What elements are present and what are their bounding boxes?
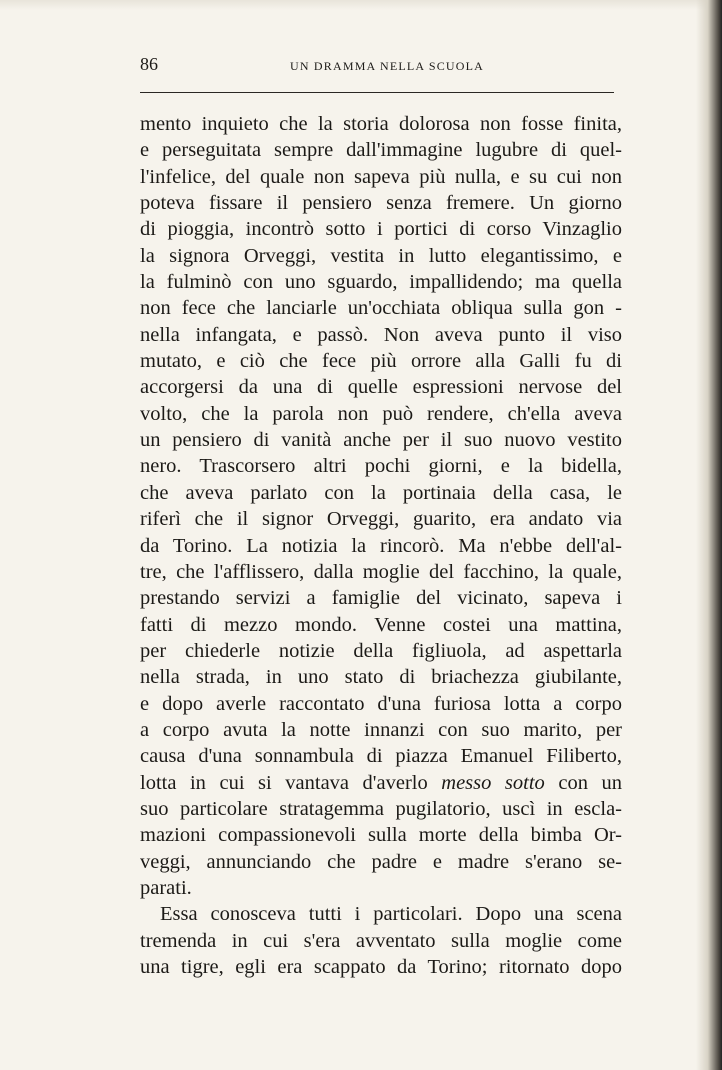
text-line: mutato, e ciò che fece più orrore alla Galli fu di: [140, 350, 622, 373]
text-line: [140, 770, 622, 796]
text-line: di pioggia, incontrò sotto i portici di corso Vinzaglio: [140, 218, 622, 241]
text-line: volto, che la parola non può rendere, ch'ella aveva: [140, 402, 622, 425]
text-line: riferì che il signor Orveggi, guarito, era andato via: [140, 508, 622, 531]
text-line: e dopo averle raccontato d'una furiosa lotta a corpo: [140, 692, 622, 715]
text-line: nella strada, in uno stato di briachezza giubilante,: [140, 666, 622, 689]
text-line: suo particolare stratagemma pugilatorio, uscì in escla-: [140, 797, 622, 820]
text-line: mento inquieto che la storia dolorosa non fosse finita,: [140, 113, 622, 135]
header-rule: [140, 92, 614, 93]
text-line: tremenda in cui s'era avventato sulla moglie come: [140, 929, 622, 952]
text-line: un pensiero di vanità anche per il suo nuovo vestito: [140, 429, 622, 452]
text-line: a corpo avuta la notte innanzi con suo marito, per: [140, 718, 622, 741]
page-header: [140, 54, 614, 80]
text-line: nero. Trascorsero altri pochi giorni, e la bidella,: [140, 455, 622, 478]
text-line: da Torino. La notizia la rincorò. Ma n'ebbe dell'al-: [140, 534, 622, 557]
running-title: UN DRAMMA NELLA SCUOLA: [289, 59, 485, 73]
text-line: fatti di mezzo mondo. Venne costei una mattina,: [140, 613, 622, 636]
text-line: e perseguitata sempre dall'immagine lugubre di quel-: [140, 139, 622, 162]
page-top-shadow: [0, 0, 722, 10]
text-line: che aveva parlato con la portinaia della casa, le: [140, 481, 622, 504]
text-segment: lotta in cui si vantava d'averlo: [140, 771, 442, 794]
text-line: causa d'una sonnambula di piazza Emanuel Filiberto,: [140, 745, 622, 768]
body-text: [140, 111, 622, 980]
page-number: 86: [140, 54, 158, 74]
text-line: poteva fissare il pensiero senza fremere. Un giorno: [140, 192, 622, 215]
text-line: Essa conosceva tutti i particolari. Dopo una scena: [160, 903, 622, 926]
text-line: parati.: [140, 876, 192, 899]
text-line: veggi, annunciando che padre e madre s'erano se-: [140, 850, 622, 873]
text-line: non fece che lanciarle un'occhiata obliqua sulla gon -: [140, 297, 622, 320]
text-segment: con un: [544, 771, 622, 794]
text-line: la fulminò con uno sguardo, impallidendo; ma quella: [140, 271, 622, 294]
text-line: una tigre, egli era scappato da Torino; ritornato dopo: [140, 956, 622, 978]
text-line: nella infangata, e passò. Non aveva punto il viso: [140, 323, 622, 346]
emphasis-text: messo sotto: [441, 771, 545, 794]
text-line: mazioni compassionevoli sulla morte della bimba Or-: [140, 824, 622, 847]
book-gutter-edge: [696, 0, 722, 1070]
text-line: l'infelice, del quale non sapeva più nulla, e su cui non: [140, 165, 622, 188]
text-line: per chiederle notizie della figliuola, ad aspettarla: [140, 639, 622, 662]
text-line: la signora Orveggi, vestita in lutto elegantissimo, e: [140, 244, 622, 267]
text-line: accorgersi da una di quelle espressioni nervose del: [140, 376, 622, 399]
text-line: tre, che l'afflissero, dalla moglie del facchino, la quale,: [140, 560, 622, 583]
text-line: prestando servizi a famiglie del vicinato, sapeva i: [140, 587, 622, 610]
